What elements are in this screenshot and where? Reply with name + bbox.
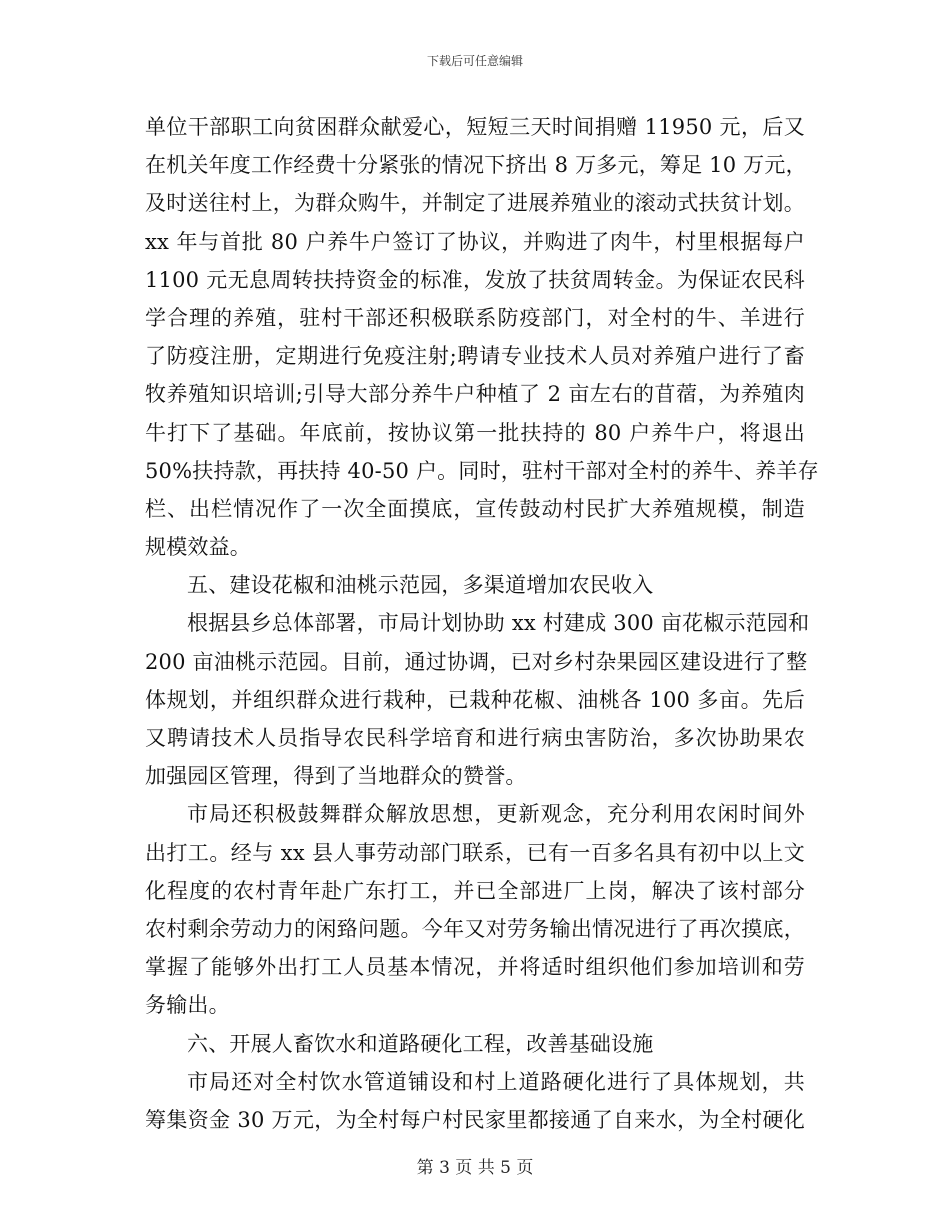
- page-header: 下载后可任意编辑: [426, 54, 523, 68]
- paragraph-first-line: 市局还积极鼓舞群众解放思想，更新观念，充分利用农闲时间外: [187, 802, 805, 827]
- body-line: 筹集资金 30 万元，为全村每户村民家里都接通了自来水，为全村硬化: [145, 1107, 805, 1132]
- body-line: 牛打下了基础。年底前，按协议第一批扶持的 80 户养牛户，将退出: [145, 420, 805, 445]
- paragraph-first-line: 市局还对全村饮水管道铺设和村上道路硬化进行了具体规划，共: [187, 1069, 805, 1094]
- body-line: 规模效益。: [145, 535, 251, 560]
- body-line: 1100 元无息周转扶持资金的标准，发放了扶贫周转金。为保证农民科: [145, 267, 805, 292]
- body-line: 加强园区管理，得到了当地群众的赞誉。: [145, 764, 527, 789]
- paragraph-first-line: 根据县乡总体部署，市局计划协助 xx 村建成 300 亩花椒示范园和: [187, 611, 810, 636]
- body-line: 掌握了能够外出打工人员基本情况，并将适时组织他们参加培训和劳: [145, 955, 805, 980]
- document-body: [145, 108, 819, 1139]
- section-heading: 五、建设花椒和油桃示范园，多渠道增加农民收入: [187, 573, 654, 598]
- body-line: 50%扶持款，再扶持 40-50 户。同时，驻村干部对全村的养牛、养羊存: [145, 458, 819, 483]
- body-line: 出打工。经与 xx 县人事劳动部门联系，已有一百多名具有初中以上文: [145, 840, 805, 865]
- body-line: 务输出。: [145, 993, 230, 1018]
- body-line: 及时送往村上，为群众购牛，并制定了进展养殖业的滚动式扶贫计划。: [145, 191, 805, 216]
- section-heading: 六、开展人畜饮水和道路硬化工程，改善基础设施: [187, 1031, 654, 1056]
- body-line: 栏、出栏情况作了一次全面摸底，宣传鼓动村民扩大养殖规模，制造: [145, 496, 805, 521]
- body-line: 又聘请技术人员指导农民科学培育和进行病虫害防治，多次协助果农: [145, 726, 805, 750]
- body-line: 200 亩油桃示范园。目前，通过协调，已对乡村杂果园区建设进行了整: [145, 649, 808, 674]
- body-line: 单位干部职工向贫困群众献爱心，短短三天时间捐赠 11950 元，后又: [145, 115, 805, 139]
- body-line: 体规划，并组织群众进行栽种，已栽种花椒、油桃各 100 多亩。先后: [145, 687, 805, 712]
- body-line: 了防疫注册，定期进行免疫注射;聘请专业技术人员对养殖户进行了畜: [145, 344, 805, 369]
- page-number: 第 3 页 共 5 页: [416, 1158, 534, 1178]
- body-line: 在机关年度工作经费十分紧张的情况下挤出 8 万多元，筹足 10 万元，: [145, 153, 807, 178]
- body-line: xx 年与首批 80 户养牛户签订了协议，并购进了肉牛，村里根据每户: [145, 229, 805, 254]
- body-line: 农村剩余劳动力的闲臵问题。今年又对劳务输出情况进行了再次摸底，: [145, 916, 805, 941]
- body-line: 学合理的养殖，驻村干部还积极联系防疫部门，对全村的牛、羊进行: [145, 305, 805, 330]
- body-line: 化程度的农村青年赴广东打工，并已全部进厂上岗，解决了该村部分: [145, 878, 805, 903]
- body-line: 牧养殖知识培训;引导大部分养牛户种植了 2 亩左右的苜蓿，为养殖肉: [145, 382, 805, 407]
